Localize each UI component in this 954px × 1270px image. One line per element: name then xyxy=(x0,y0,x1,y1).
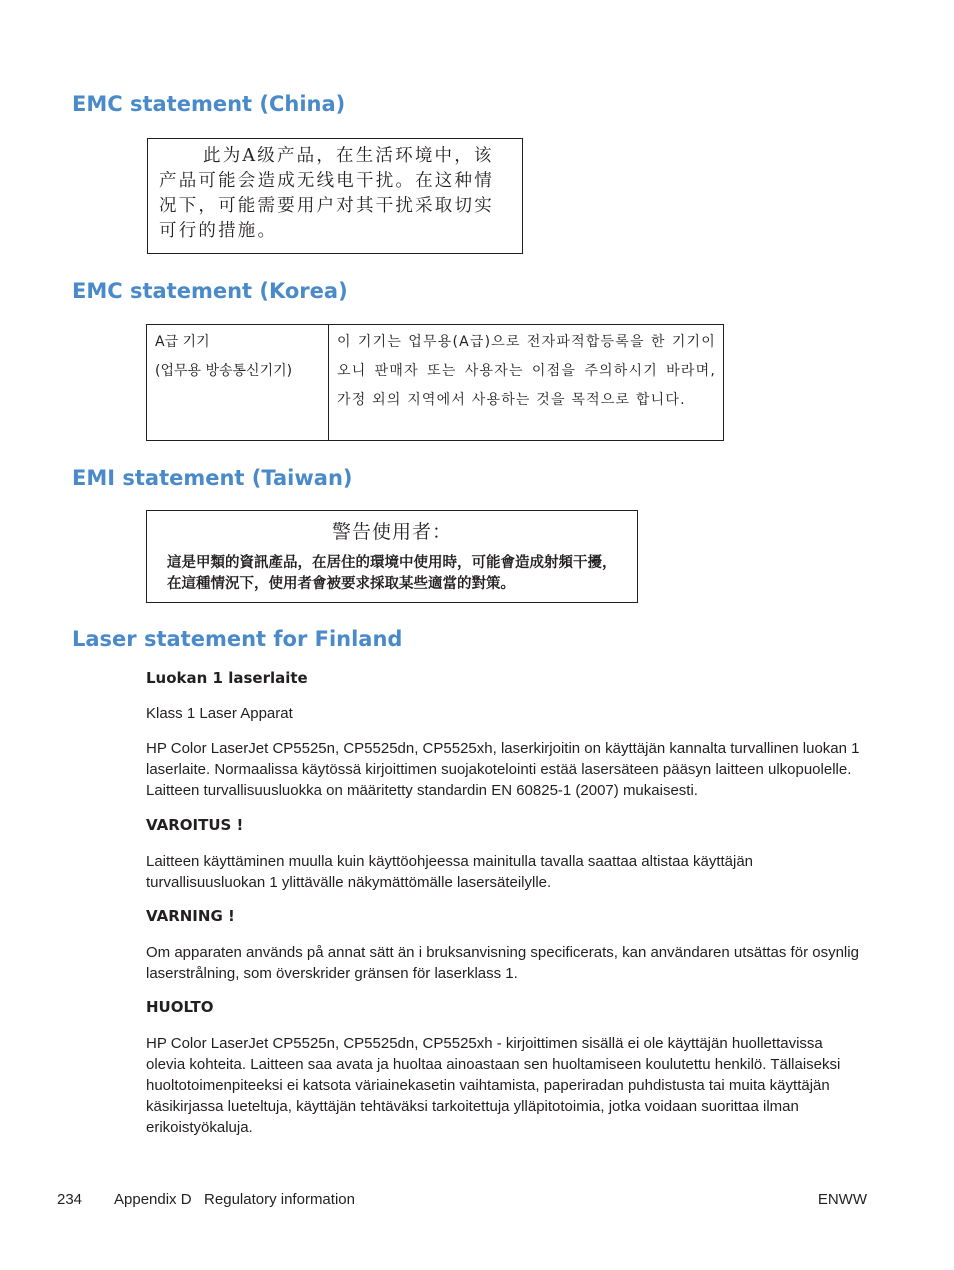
taiwan-statement-box xyxy=(146,510,638,603)
korea-class-cell xyxy=(147,325,329,440)
korea-class-label: A급 기기 xyxy=(155,334,210,350)
footer-page-number: 234 xyxy=(57,1191,83,1208)
footer-chapter: Appendix D Regulatory information xyxy=(114,1191,355,1208)
heading-laser-finland: Laser statement for Finland xyxy=(72,627,403,651)
heading-emc-china: EMC statement (China) xyxy=(72,92,346,116)
finland-sub-huolto: HUOLTO xyxy=(146,998,214,1016)
finland-sub-varning: VARNING ! xyxy=(146,907,235,925)
taiwan-statement-text: 這是甲類的資訊產品，在居住的環境中使用時，可能會造成射頻干擾，在這種情況下，使用者會被要求採取某些適當的對策。 xyxy=(167,554,617,592)
korea-statement-table xyxy=(147,325,723,440)
finland-para-huolto: HP Color LaserJet CP5525n, CP5525dn, CP5525xh - kirjoittimen sisällä ei ole käyttäjän huollettavissa olevia kohteita. Laitteen saa avata ja huoltaa ainoastaan sen huoltamiseen koulutettu henkilö. Tällaiseksi huoltotoimenpiteeksi ei katsota väriainekasetin vaihtamista, paperiradan puhdistusta tai muita käyttäjän käsikirjassa lueteltuja, käyttäjän tehtäväksi tarkoitettuja ylläpitotoimia, jotka voidaan suorittaa ilman erikoistyökaluja. xyxy=(146,1035,841,1136)
korea-class-desc: (업무용 방송통신기기) xyxy=(155,363,293,379)
finland-sub-varoitus: VAROITUS ! xyxy=(146,816,244,834)
china-statement-text: 此为A级产品，在生活环境中，该产品可能会造成无线电干扰。在这种情况下，可能需要用户对其干扰采取切实可行的措施。 xyxy=(159,146,494,241)
finland-para-varoitus: Laitteen käyttäminen muulla kuin käyttöohjeessa mainitulla tavalla saattaa altistaa käyttäjän turvallisuusluokan 1 ylittävälle näkymättömälle lasersäteilylle. xyxy=(146,853,754,891)
finland-para-klass: Klass 1 Laser Apparat xyxy=(146,705,293,722)
china-statement-box xyxy=(147,138,523,254)
finland-para-varning: Om apparaten används på annat sätt än i bruksanvisning specificerats, kan användaren utsättas för osynlig laserstrålning, som överskrider gränsen för laserklass 1. xyxy=(146,944,859,982)
heading-emc-korea: EMC statement (Korea) xyxy=(72,279,348,303)
finland-para-laserjet: HP Color LaserJet CP5525n, CP5525dn, CP5525xh, laserkirjoitin on käyttäjän kannalta turvallinen luokan 1 laserlaite. Normaalissa käytössä kirjoittimen suojakotelointi estää lasersäteen pääsyn laitteen ulkopuolelle. Laitteen turvallisuusluokka on määritetty standardin EN 60825-1 (2007) mukaisesti. xyxy=(146,740,860,799)
heading-emi-taiwan: EMI statement (Taiwan) xyxy=(72,466,353,490)
korea-statement-text: 이 기기는 업무용(A급)으로 전자파적합등록을 한 기기이오니 판매자 또는 사용자는 이점을 주의하시기 바라며, 가정 외의 지역에서 사용하는 것을 목적으로 합니다. xyxy=(337,334,716,408)
korea-statement-box xyxy=(146,324,724,441)
footer-doc-code: ENWW xyxy=(817,1191,867,1208)
finland-sub-luokan: Luokan 1 laserlaite xyxy=(146,669,308,687)
taiwan-warning-title: 警告使用者： xyxy=(331,521,452,543)
